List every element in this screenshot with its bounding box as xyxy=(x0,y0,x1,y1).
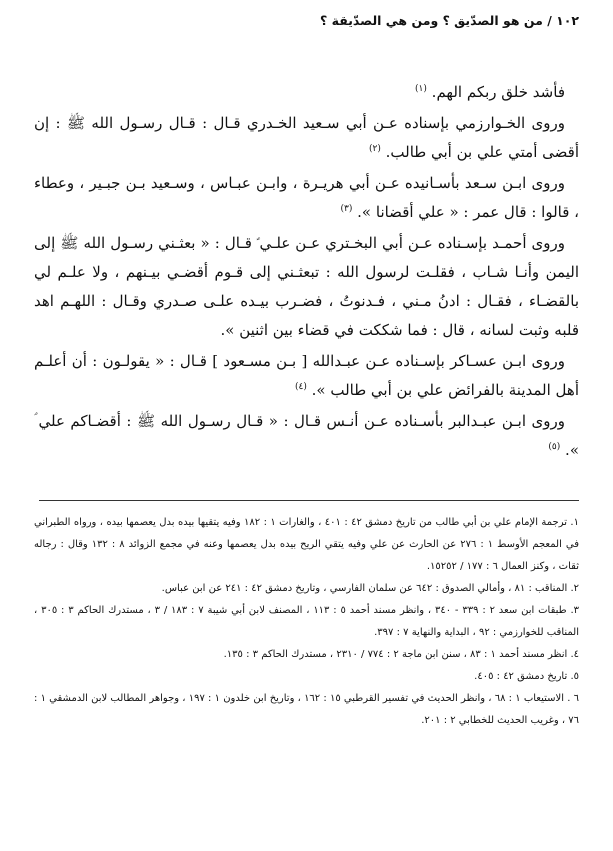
paragraph xyxy=(34,109,579,167)
footnote-marker: (١) xyxy=(415,84,427,94)
footnote-divider xyxy=(39,500,579,501)
paragraph xyxy=(34,407,579,465)
paragraph-text: فأشد خلق ربكم الهم. xyxy=(431,83,565,101)
footnote: ٥. تاريخ دمشق ٤٢ : ٤٠٥. xyxy=(474,671,579,682)
footnote: ٦ . الاستيعاب ١ : ٦٨ ، وانظر الحديث في تفسير القرطبي ١٥ : ١٦٢ ، وتاريخ ابن خلدون ١ : ١٩٧ ، وجواهر المطالب لابن الدمشقي ١ : ٧٦ ، وغريب الحديث للخطابي ٢ : ٢٠١. xyxy=(34,693,579,726)
paragraph xyxy=(34,169,579,227)
footnote: ٢. المناقب : ٨١ ، وأمالي الصدوق : ٦٤٢ عن سلمان الفارسي ، وتاريخ دمشق ٤٢ : ٢٤١ عن ابن عباس. xyxy=(161,583,579,594)
main-text xyxy=(34,78,579,465)
footnote-marker: (٤) xyxy=(294,382,307,392)
footnote-marker: (٥) xyxy=(548,442,561,452)
footnote: ٤. انظر مسند أحمد ١ : ٨٣ ، سنن ابن ماجة ٢ : ٧٧٤ / ٢٣١٠ ، مستدرك الحاكم ٣ : ١٣٥. xyxy=(223,649,579,660)
paragraph-text: وروى ابـن عسـاكر بإسـناده عـن عبـدالله [ بـن مسـعود ] قـال : « يقولـون : أن أعلـم أهل المدينة بالفرائض علي بن أبي طالب ». xyxy=(34,352,579,399)
paragraph xyxy=(34,347,579,405)
page-header: ١٠٢ / من هو الصدّيق ؟ ومن هي الصدّيقة ؟ xyxy=(320,13,579,28)
footnote-marker: (٣) xyxy=(340,204,353,214)
footnote: ١. ترجمة الإمام علي بن أبي طالب من تاريخ دمشق ٤٢ : ٤٠١ ، والغارات ١ : ١٨٢ وفيه يتقيها بيده بدل يعصمها بيده ، ورواه الطبراني في المعجم الأوسط ١ : ٢٧٦ عن الحارث عن علي وفيه يتقي الريح بيده بدل يعصمها وعنه في مجمع الزوائد ٨ : ١٣٢ وقال : رجاله ثقات ، وكنز العمال ٦ : ١٧٧ / ١٥٢٥٢. xyxy=(34,517,579,572)
paragraph xyxy=(34,229,579,345)
footnote-marker: (٢) xyxy=(368,144,381,154)
paragraph-text: وروى ابـن سـعد بأسـانيده عـن أبي هريـرة ، وابـن عبـاس ، وسـعيد بـن جبـير ، وعطاء ، قالوا : قال عمر : « علي أقضانا ». xyxy=(34,174,579,221)
footnote: ٣. طبقات ابن سعد ٢ : ٣٣٩ - ٣٤٠ ، وانظر مسند أحمد ٥ : ١١٣ ، المصنف لابن أبي شيبة ٧ : ١٨٣ / ٣ ، مستدرك الحاكم ٣ : ٣٠٥ ، المناقب للخوارزمي : ٩٢ ، البداية والنهاية ٧ : ٣٩٧. xyxy=(34,605,579,638)
paragraph-text: وروى ابـن عبـدالبر بأسـناده عـن أنـس قـال : « قـال رسـول الله ﷺ : أقضـاكم علي ؑ ». xyxy=(34,412,579,459)
paragraph-text: وروى الخـوارزمي بإسناده عـن أبي سـعيد الخـدري قـال : قـال رسـول الله ﷺ : إن أقضى أمتي علي بن أبي طالب. xyxy=(34,114,579,161)
paragraph xyxy=(34,78,579,107)
footnotes xyxy=(34,512,579,732)
paragraph-text: وروى أحمـد بإسـناده عـن أبي البخـتري عـن علـي ؑ قـال : « بعثـني رسـول الله ﷺ إلى اليمن وأنـا شـاب ، فقلـت لرسول الله : تبعثـني إلى قـوم أقضـي بيـنهم ، ولا علـم لي بالقضـاء ، فقـال : ادنُ مـني ، فـدنوتُ ، فضـرب بيـده علـى صـدري وقـال : اللهـم اهد قلبه وثبت لسانه ، قال : فما شككت في قضاء بين اثنين ». xyxy=(34,234,579,339)
page xyxy=(34,12,579,832)
